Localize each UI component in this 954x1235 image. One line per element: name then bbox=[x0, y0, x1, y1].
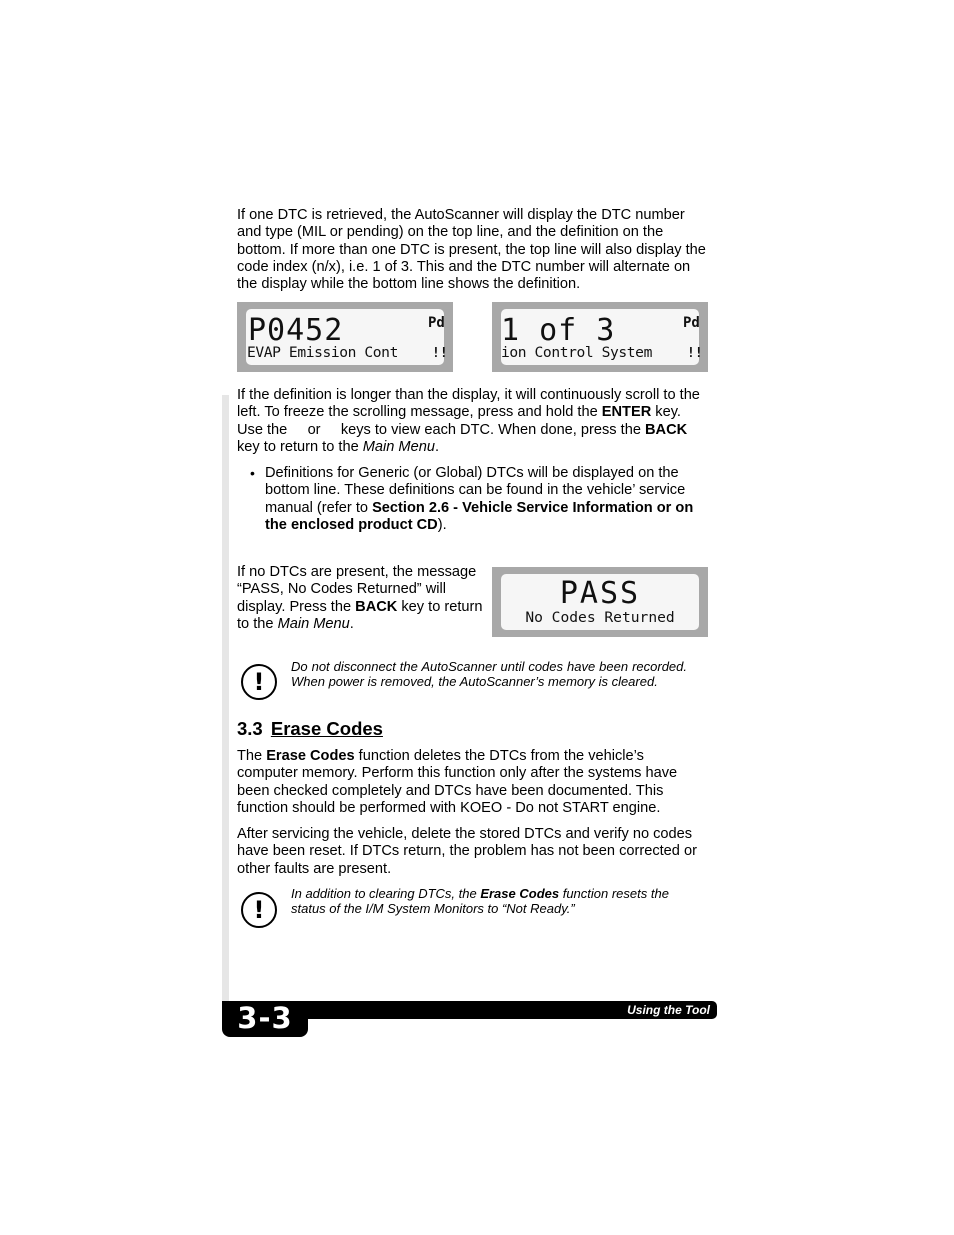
pending-indicator-icon: Pd bbox=[683, 315, 700, 331]
erase-codes-paragraph: The Erase Codes function deletes the DTCs from the vehicle’s computer memory. Perform this function only after the systems have been checked completely and DTCs have been documented. This function should be performed with KOEO - Do not START engine. bbox=[237, 748, 678, 816]
enter-key-label: ENTER bbox=[601, 404, 652, 421]
erase-codes-label: Erase Codes bbox=[480, 886, 560, 901]
bullet-icon: • bbox=[250, 465, 255, 481]
exclamation-circle-icon: ! bbox=[241, 892, 277, 928]
page-number: 3-3 bbox=[237, 1001, 293, 1035]
pass-paragraph: If no DTCs are present, the message “PASS, No Codes Returned” will display. Press the BACK key to return to the Main Menu. bbox=[237, 564, 483, 632]
warning-note-memory: Do not disconnect the AutoScanner until codes have been recorded. When power is removed, the AutoScanner’s memory is cleared. bbox=[291, 659, 687, 689]
section-reference: Section 2.6 - Vehicle Service Information or on the enclosed product CD bbox=[265, 499, 694, 533]
margin-bar bbox=[222, 395, 229, 1005]
footer-section-title: Using the Tool bbox=[627, 1003, 710, 1017]
erase-codes-label: Erase Codes bbox=[266, 748, 355, 764]
scroll-paragraph: If the definition is longer than the display, it will continuously scroll to the left. To freeze the scrolling message, press and hold the ENTER key. Use the or keys to view each DTC. When done, press the BACK key to return to the Main Menu. bbox=[237, 387, 700, 455]
lcd-display-pass bbox=[492, 567, 708, 637]
scroll-indicator-icon: !! bbox=[432, 346, 448, 361]
lcd-bottom-line: ion Control System bbox=[501, 344, 652, 361]
intro-paragraph: If one DTC is retrieved, the AutoScanner will display the DTC number and type (MIL or pending) on the top line, and the definition on the bottom. If more than one DTC is present, the top line will also display the code index (n/x), i.e. 1 of 3. This and the DTC number will alternate on the display while the bottom line shows the definition. bbox=[237, 207, 706, 293]
warning-note-monitors: In addition to clearing DTCs, the Erase Codes function resets the status of the I/M System Monitors to “Not Ready.” bbox=[291, 886, 669, 916]
lcd-bottom-line: EVAP Emission Cont bbox=[247, 344, 398, 361]
lcd-top-line: PASS bbox=[559, 576, 641, 611]
lcd-top-line: 1 of 3 bbox=[501, 313, 616, 348]
bullet-paragraph: Definitions for Generic (or Global) DTCs will be displayed on the bottom line. These definitions can be found in the vehicle’ service manual (refer to Section 2.6 - Vehicle Service Information or on the enclosed product CD). bbox=[265, 465, 694, 533]
lcd-bottom-line: No Codes Returned bbox=[525, 609, 675, 626]
exclamation-circle-icon: ! bbox=[241, 664, 277, 700]
back-key-label: BACK bbox=[645, 421, 688, 438]
back-key-label: BACK bbox=[355, 598, 398, 615]
lcd-display-dtc bbox=[237, 302, 453, 372]
after-servicing-paragraph: After servicing the vehicle, delete the stored DTCs and verify no codes have been reset. If DTCs return, the problem has not been corrected or other faults are present. bbox=[237, 826, 697, 877]
section-number: 3.3 bbox=[237, 718, 263, 739]
lcd-display-index bbox=[492, 302, 708, 372]
main-menu-label: Main Menu bbox=[362, 438, 435, 455]
section-heading bbox=[237, 718, 383, 740]
pending-indicator-icon: Pd bbox=[428, 315, 445, 331]
section-title: Erase Codes bbox=[270, 718, 383, 739]
main-menu-label: Main Menu bbox=[277, 615, 350, 632]
lcd-top-line: P0452 bbox=[248, 313, 344, 348]
scroll-indicator-icon: !! bbox=[687, 346, 703, 361]
